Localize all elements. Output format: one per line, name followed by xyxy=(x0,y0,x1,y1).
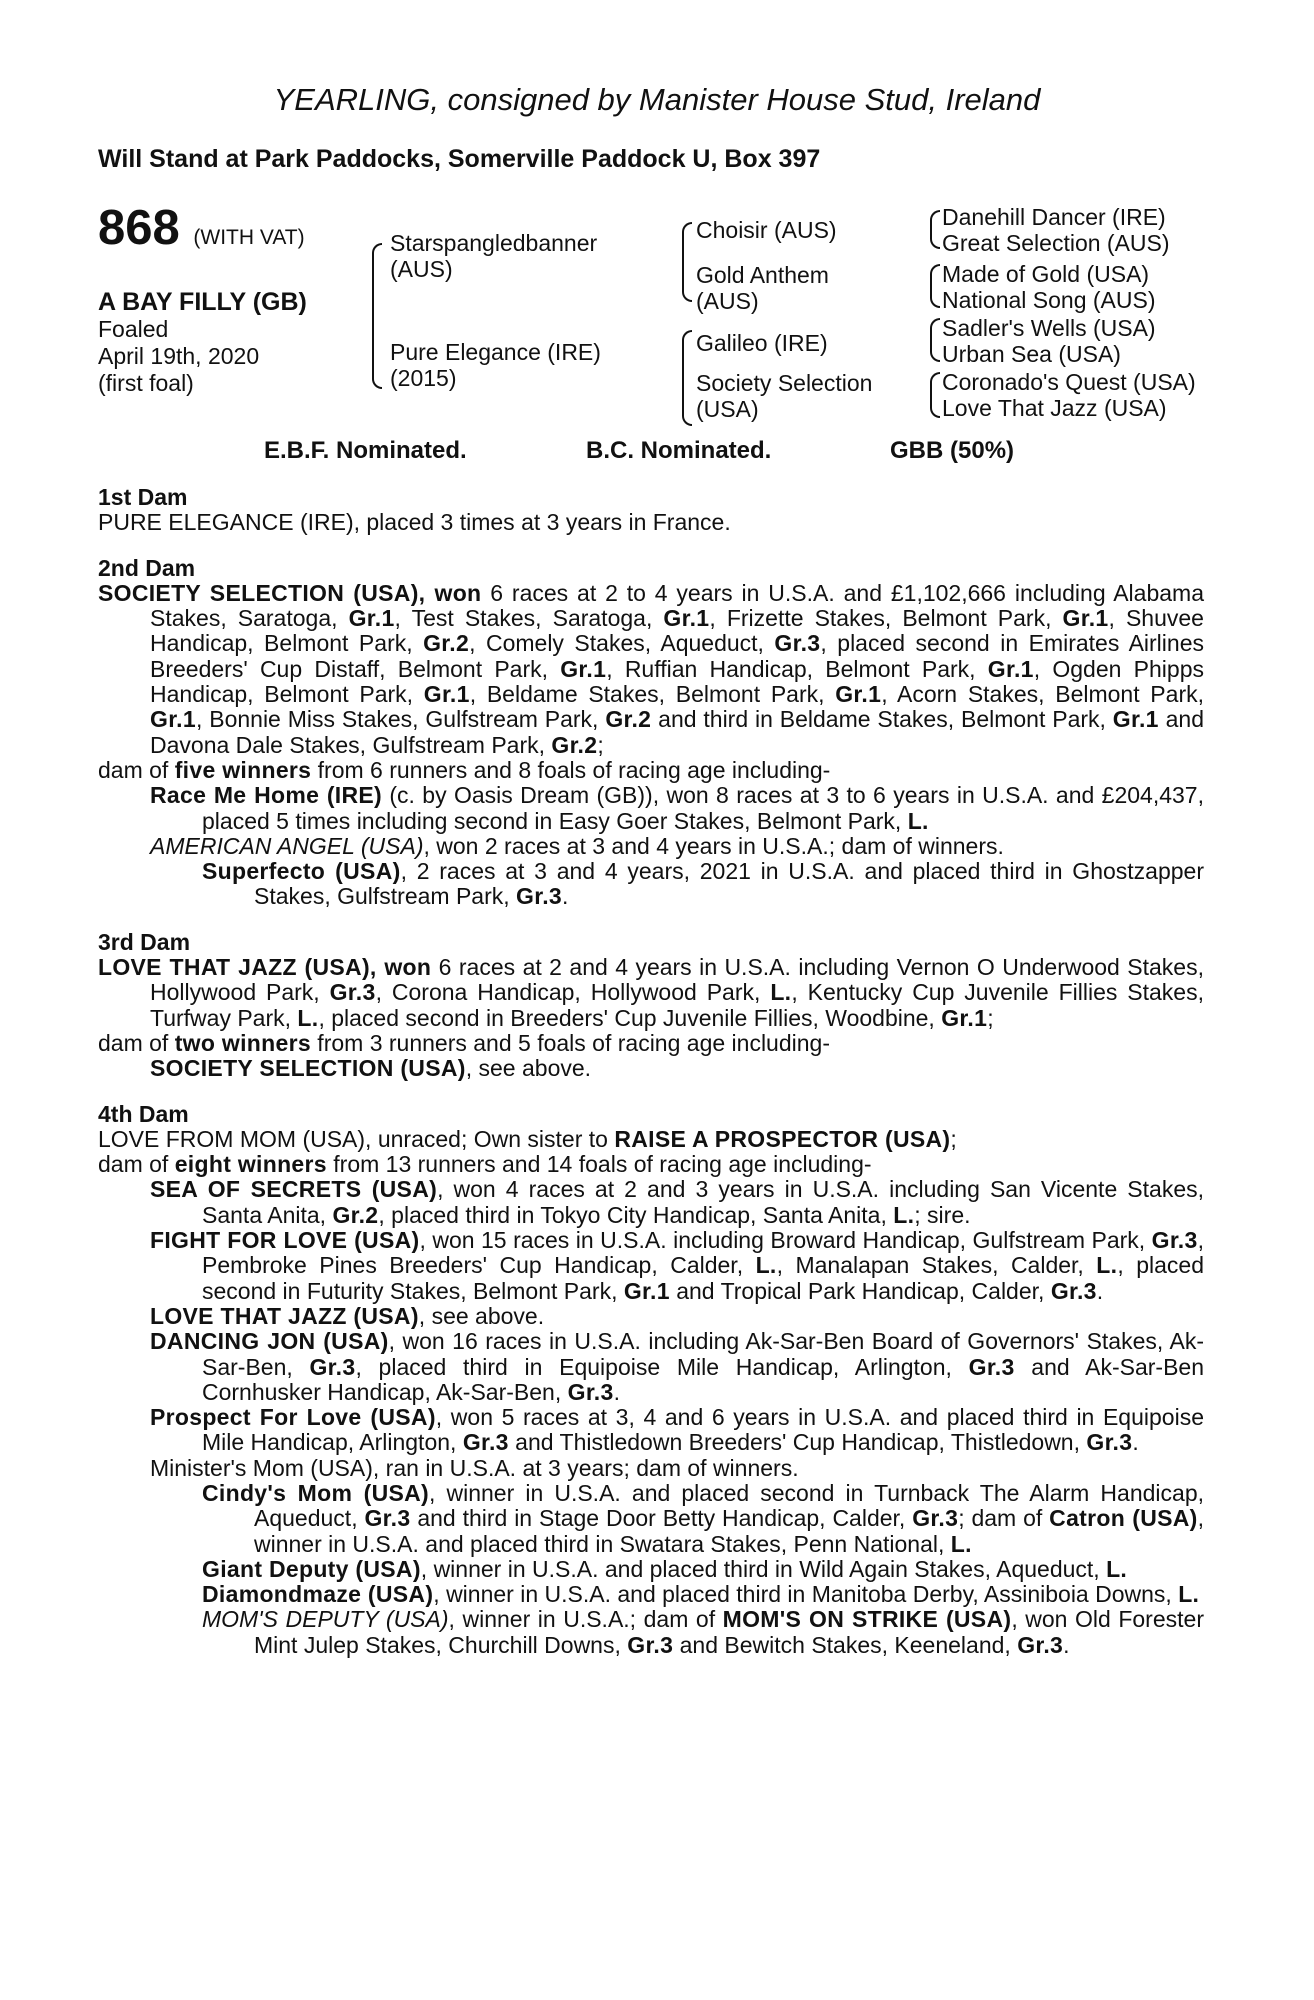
pedigree-dam xyxy=(390,339,601,391)
text-segment: , winner in U.S.A. and placed third in Wild Again Stakes, Aqueduct, xyxy=(420,1555,1107,1582)
progeny-entry xyxy=(150,832,1204,859)
text-segment: L. xyxy=(893,1201,915,1228)
text-segment: and Bewitch Stakes, Keeneland, xyxy=(673,1631,1018,1658)
text-segment: , placed third in Equipoise Mile Handicap, Arlington, xyxy=(355,1353,969,1380)
text-segment: , see above. xyxy=(465,1055,592,1082)
pedigree-brace xyxy=(682,222,692,302)
text-segment: LOVE FROM MOM (USA), unraced; Own sister to xyxy=(98,1125,615,1152)
dam-of-line xyxy=(98,758,1204,783)
pedigree-brace xyxy=(930,372,940,418)
text-segment: and third in Beldame Stakes, Belmont Park, xyxy=(651,706,1113,733)
text-segment: Gr.1 xyxy=(1112,706,1159,733)
text-segment: Gr.1 xyxy=(623,1277,670,1304)
pedigree-brace xyxy=(930,264,940,308)
text-segment: FIGHT FOR LOVE (USA) xyxy=(150,1227,420,1254)
progeny-entry xyxy=(150,1404,1204,1456)
text-segment: ; xyxy=(987,1004,994,1031)
text-segment: , Bonnie Miss Stakes, Gulfstream Park, xyxy=(195,706,606,733)
text-segment: , placed third in Tokyo City Handicap, Santa Anita, xyxy=(378,1201,894,1228)
pedigree-brace xyxy=(930,318,940,362)
dam-name: SOCIETY SELECTION (USA), won xyxy=(98,579,482,606)
catalogue-body xyxy=(98,485,1204,1678)
text-segment: dam of xyxy=(98,1151,175,1178)
text-segment: , won 2 races at 3 and 4 years in U.S.A.; dam of winners. xyxy=(423,832,1004,859)
text-segment: Gr.2 xyxy=(605,706,652,733)
bc-nomination: B.C. Nominated. xyxy=(586,437,772,464)
text-segment: from 3 runners and 5 foals of racing age including- xyxy=(310,1029,830,1056)
text-segment: Gr.1 xyxy=(150,706,196,733)
pedigree-gen3-ds xyxy=(942,315,1156,367)
gbb-note: GBB (50%) xyxy=(890,437,1015,464)
text-segment: , Shuvee Handicap, Belmont Park, xyxy=(150,605,1204,657)
text-segment: , Comely Stakes, Aqueduct, xyxy=(469,630,775,657)
text-segment: L. xyxy=(770,979,792,1006)
text-segment: , Frizette Stakes, Belmont Park, xyxy=(709,605,1063,632)
text-segment: Giant Deputy (USA) xyxy=(202,1555,421,1582)
text-segment: , Manalapan Stakes, Calder, xyxy=(776,1252,1097,1279)
text-segment: Gr.3 xyxy=(627,1631,674,1658)
section-heading: 4th Dam xyxy=(98,1100,189,1127)
progeny-entry xyxy=(150,782,1204,834)
text-segment: Gr.3 xyxy=(309,1353,356,1380)
text-segment: from 13 runners and 14 foals of racing age including- xyxy=(326,1151,872,1178)
text-segment: and Davona Dale Stakes, Gulfstream Park, xyxy=(150,706,1204,758)
progeny-entry xyxy=(150,1302,1204,1329)
text-segment: Minister's Mom (USA), ran in U.S.A. at 3 years; dam of winners. xyxy=(150,1454,799,1481)
text-segment: Cindy's Mom (USA) xyxy=(202,1479,429,1506)
pedigree-brace xyxy=(372,243,382,389)
text-segment: L. xyxy=(1178,1581,1200,1608)
text-segment: dam of xyxy=(98,756,175,783)
text-segment: Gr.1 xyxy=(348,605,395,632)
pedigree-ds: Galileo (IRE) xyxy=(696,330,828,356)
progeny-entry xyxy=(202,1581,1204,1608)
dds: Coronado's Quest (USA) xyxy=(942,369,1196,395)
text-segment: Gr.3 xyxy=(1050,1277,1097,1304)
text-segment: SOCIETY SELECTION (USA) xyxy=(150,1055,466,1082)
text-segment: Gr.2 xyxy=(423,630,470,657)
ssd: Great Selection (AUS) xyxy=(942,230,1170,256)
text-segment: Gr.1 xyxy=(1062,605,1109,632)
text-segment: Gr.2 xyxy=(551,731,598,758)
text-segment: AMERICAN ANGEL (USA) xyxy=(150,832,424,859)
text-segment: , see above. xyxy=(418,1302,545,1329)
text-segment: , 2 races at 3 and 4 years, 2021 in U.S.A. and placed third in Ghostzapper Stakes, Gulfstream Park, xyxy=(254,858,1204,910)
text-segment: , Corona Handicap, Hollywood Park, xyxy=(375,979,771,1006)
pedigree-dd xyxy=(696,370,872,422)
sire-country: (AUS) xyxy=(390,256,453,282)
section-heading: 3rd Dam xyxy=(98,928,191,955)
dam-name: Pure Elegance (IRE) xyxy=(390,339,601,365)
text-segment: Gr.3 xyxy=(1086,1429,1133,1456)
text-segment: L. xyxy=(297,1004,319,1031)
text-segment: , won 15 races in U.S.A. including Broward Handicap, Gulfstream Park, xyxy=(419,1227,1152,1254)
text-segment: ; xyxy=(597,731,604,758)
text-segment: , won 5 races at 3, 4 and 6 years in U.S.A. and placed third in Equipoise Mile Handicap, Arlington, xyxy=(202,1404,1204,1456)
text-segment: Gr.3 xyxy=(1017,1631,1064,1658)
text-segment: . xyxy=(1063,1631,1070,1658)
progeny-entry xyxy=(202,1479,1205,1557)
section-heading: 2nd Dam xyxy=(98,554,196,581)
text-segment: Gr.1 xyxy=(423,681,470,708)
text-segment: (c. by Oasis Dream (GB)), won 8 races at 3 to 6 years in U.S.A. and £204,437, placed 5 times including second in Easy Goer Stakes, Belmont Park, xyxy=(202,782,1204,834)
text-segment: and Tropical Park Handicap, Calder, xyxy=(669,1277,1051,1304)
dam-of-line xyxy=(98,1152,1204,1177)
second-dam-entry xyxy=(98,579,1204,758)
dss: Sadler's Wells (USA) xyxy=(942,315,1156,341)
third-dam-entry xyxy=(98,954,1204,1031)
first-dam-text: PURE ELEGANCE (IRE), placed 3 times at 3 years in France. xyxy=(98,509,731,536)
horse-name: A BAY FILLY (GB) xyxy=(98,288,307,316)
progeny-entry xyxy=(202,1606,1204,1658)
stand-location: Will Stand at Park Paddocks, Somerville Paddock U, Box 397 xyxy=(98,145,821,173)
text-segment: and Ak-Sar-Ben Cornhusker Handicap, Ak-Sar-Ben, xyxy=(202,1353,1204,1405)
text-segment: L. xyxy=(755,1252,777,1279)
text-segment: Gr.3 xyxy=(364,1505,411,1532)
foaled-line: (first foal) xyxy=(98,370,194,396)
text-segment: Gr.3 xyxy=(567,1378,614,1405)
text-segment: , winner in U.S.A. and placed second in Turnback The Alarm Handicap, Aqueduct, xyxy=(254,1479,1204,1532)
text-segment: Gr.1 xyxy=(987,655,1034,682)
progeny-entry xyxy=(150,1227,1204,1304)
fourth-dam-entry xyxy=(98,1127,1204,1152)
dd-name: Society Selection xyxy=(696,370,873,396)
pedigree-sire xyxy=(390,230,597,282)
foaled-line: April 19th, 2020 xyxy=(98,343,260,369)
text-segment: 6 races at 2 to 4 years in U.S.A. and £1,102,666 including Alabama Stakes, Saratoga, xyxy=(150,579,1204,632)
lot-number-value: 868 xyxy=(98,201,180,255)
progeny-entry xyxy=(202,858,1204,910)
text-segment: , Test Stakes, Saratoga, xyxy=(394,605,664,632)
text-segment: LOVE THAT JAZZ (USA), won xyxy=(98,954,432,981)
text-segment: Gr.3 xyxy=(329,979,376,1006)
pedigree-brace xyxy=(930,210,940,249)
text-segment: from 6 runners and 8 foals of racing age including- xyxy=(311,756,831,783)
text-segment: Gr.3 xyxy=(462,1429,509,1456)
pedigree-gen3-sd xyxy=(942,261,1156,313)
pedigree-sd xyxy=(696,262,829,314)
text-segment: Gr.3 xyxy=(1151,1227,1198,1254)
text-segment: MOM'S ON STRIKE (USA) xyxy=(722,1606,1012,1633)
sds: Made of Gold (USA) xyxy=(942,261,1150,287)
dam-year: (2015) xyxy=(390,365,457,391)
pedigree-gen3-dd xyxy=(942,369,1196,421)
first-dam-section xyxy=(98,485,1204,536)
third-dam-section xyxy=(98,930,1204,1082)
text-segment: Gr.3 xyxy=(968,1353,1015,1380)
text-segment: , placed second in Emirates Airlines Breeders' Cup Distaff, Belmont Park, xyxy=(150,630,1204,682)
text-segment: , Acorn Stakes, Belmont Park, xyxy=(881,681,1204,708)
text-segment: and third in Stage Door Betty Handicap, Calder, xyxy=(410,1505,913,1532)
text-segment: L. xyxy=(907,807,929,834)
section-heading: 1st Dam xyxy=(98,484,188,510)
pedigree-ss: Choisir (AUS) xyxy=(696,217,837,243)
text-segment: , Beldame Stakes, Belmont Park, xyxy=(469,681,836,708)
text-segment: eight winners xyxy=(174,1151,327,1178)
text-segment: SEA OF SECRETS (USA) xyxy=(150,1176,438,1203)
text-segment: Gr.1 xyxy=(941,1004,988,1031)
text-segment: Catron (USA) xyxy=(1049,1505,1198,1532)
vat-note: (WITH VAT) xyxy=(193,226,305,249)
text-segment: Prospect For Love (USA) xyxy=(150,1404,436,1431)
pedigree-gen3-sire xyxy=(942,204,1170,256)
text-segment: , Kentucky Cup Juvenile Fillies Stakes, Turfway Park, xyxy=(150,979,1204,1031)
lot-number xyxy=(98,201,305,255)
second-dam-section xyxy=(98,556,1204,910)
progeny-entry xyxy=(150,1454,1204,1481)
sd-country: (AUS) xyxy=(696,288,759,314)
text-segment: Gr.3 xyxy=(774,630,821,657)
dsd: Urban Sea (USA) xyxy=(942,341,1121,367)
text-segment: , placed second in Breeders' Cup Juvenile Fillies, Woodbine, xyxy=(318,1004,942,1031)
text-segment: , winner in U.S.A. and placed third in Manitoba Derby, Assiniboia Downs, xyxy=(433,1581,1179,1608)
text-segment: . xyxy=(1132,1429,1139,1456)
progeny-entry xyxy=(150,1176,1204,1228)
sss: Danehill Dancer (IRE) xyxy=(942,204,1166,230)
text-segment: ; sire. xyxy=(914,1201,971,1228)
text-segment: ; dam of xyxy=(958,1505,1050,1532)
progeny-entry xyxy=(150,1328,1204,1405)
text-segment: , won Old Forester Mint Julep Stakes, Churchill Downs, xyxy=(254,1606,1204,1658)
text-segment: Superfecto (USA) xyxy=(202,858,401,885)
pedigree-brace xyxy=(682,330,692,426)
text-segment: , winner in U.S.A. and placed third in Swatara Stakes, Penn National, xyxy=(254,1505,1205,1557)
text-segment: , Ruffian Handicap, Belmont Park, xyxy=(606,655,988,682)
text-segment: Gr.2 xyxy=(332,1201,379,1228)
text-segment: RAISE A PROSPECTOR (USA) xyxy=(614,1125,951,1152)
text-segment: L. xyxy=(1106,1555,1128,1582)
text-segment: . xyxy=(562,883,569,910)
dd-country: (USA) xyxy=(696,396,759,422)
text-segment: and Thistledown Breeders' Cup Handicap, Thistledown, xyxy=(508,1429,1087,1456)
foaled-line: Foaled xyxy=(98,316,169,342)
ebf-nomination: E.B.F. Nominated. xyxy=(264,437,467,464)
foaled-info xyxy=(98,316,259,397)
sdd: National Song (AUS) xyxy=(942,287,1156,313)
progeny-entry xyxy=(150,1055,1204,1082)
consignment-line: YEARLING, consigned by Manister House Stud, Ireland xyxy=(273,82,1041,117)
text-segment: , Ogden Phipps Handicap, Belmont Park, xyxy=(150,655,1204,708)
dam-of-line xyxy=(98,1031,1204,1056)
text-segment: L. xyxy=(950,1530,972,1557)
text-segment: 6 races at 2 and 4 years in U.S.A. including Vernon O Underwood Stakes, Hollywood Park, xyxy=(150,954,1204,1006)
text-segment: , won 16 races in U.S.A. including Ak-Sar-Ben Board of Governors' Stakes, Ak-Sar-Ben, xyxy=(202,1328,1204,1380)
text-segment: . xyxy=(1096,1277,1104,1304)
text-segment: , placed second in Futurity Stakes, Belmont Park, xyxy=(202,1252,1204,1304)
text-segment: Race Me Home (IRE) xyxy=(150,782,383,809)
text-segment: , won 4 races at 2 and 3 years in U.S.A. including San Vicente Stakes, Santa Anita, xyxy=(202,1176,1204,1228)
text-segment: DANCING JON (USA) xyxy=(150,1328,389,1355)
text-segment: dam of xyxy=(98,1029,175,1056)
text-segment: L. xyxy=(1096,1252,1118,1279)
text-segment: . xyxy=(613,1378,620,1405)
text-segment: Gr.1 xyxy=(835,681,882,708)
text-segment: Gr.1 xyxy=(663,605,710,632)
text-segment: , winner in U.S.A.; dam of xyxy=(448,1606,723,1633)
text-segment: Diamondmaze (USA) xyxy=(202,1581,434,1608)
text-segment: Gr.1 xyxy=(560,655,607,682)
text-segment: Gr.3 xyxy=(912,1505,959,1532)
sire-name: Starspangledbanner xyxy=(390,230,598,256)
text-segment: LOVE THAT JAZZ (USA) xyxy=(150,1302,419,1329)
text-segment: Gr.3 xyxy=(516,883,562,910)
text-segment: five winners xyxy=(174,756,312,783)
text-segment: two winners xyxy=(174,1029,311,1056)
progeny-entry xyxy=(202,1555,1204,1582)
fourth-dam-section xyxy=(98,1102,1204,1659)
ddd: Love That Jazz (USA) xyxy=(942,395,1167,421)
sd-name: Gold Anthem xyxy=(696,262,829,288)
text-segment: ; xyxy=(950,1125,957,1152)
text-segment: , Pembroke Pines Breeders' Cup Handicap, Calder, xyxy=(202,1227,1204,1279)
text-segment: MOM'S DEPUTY (USA) xyxy=(202,1606,449,1633)
